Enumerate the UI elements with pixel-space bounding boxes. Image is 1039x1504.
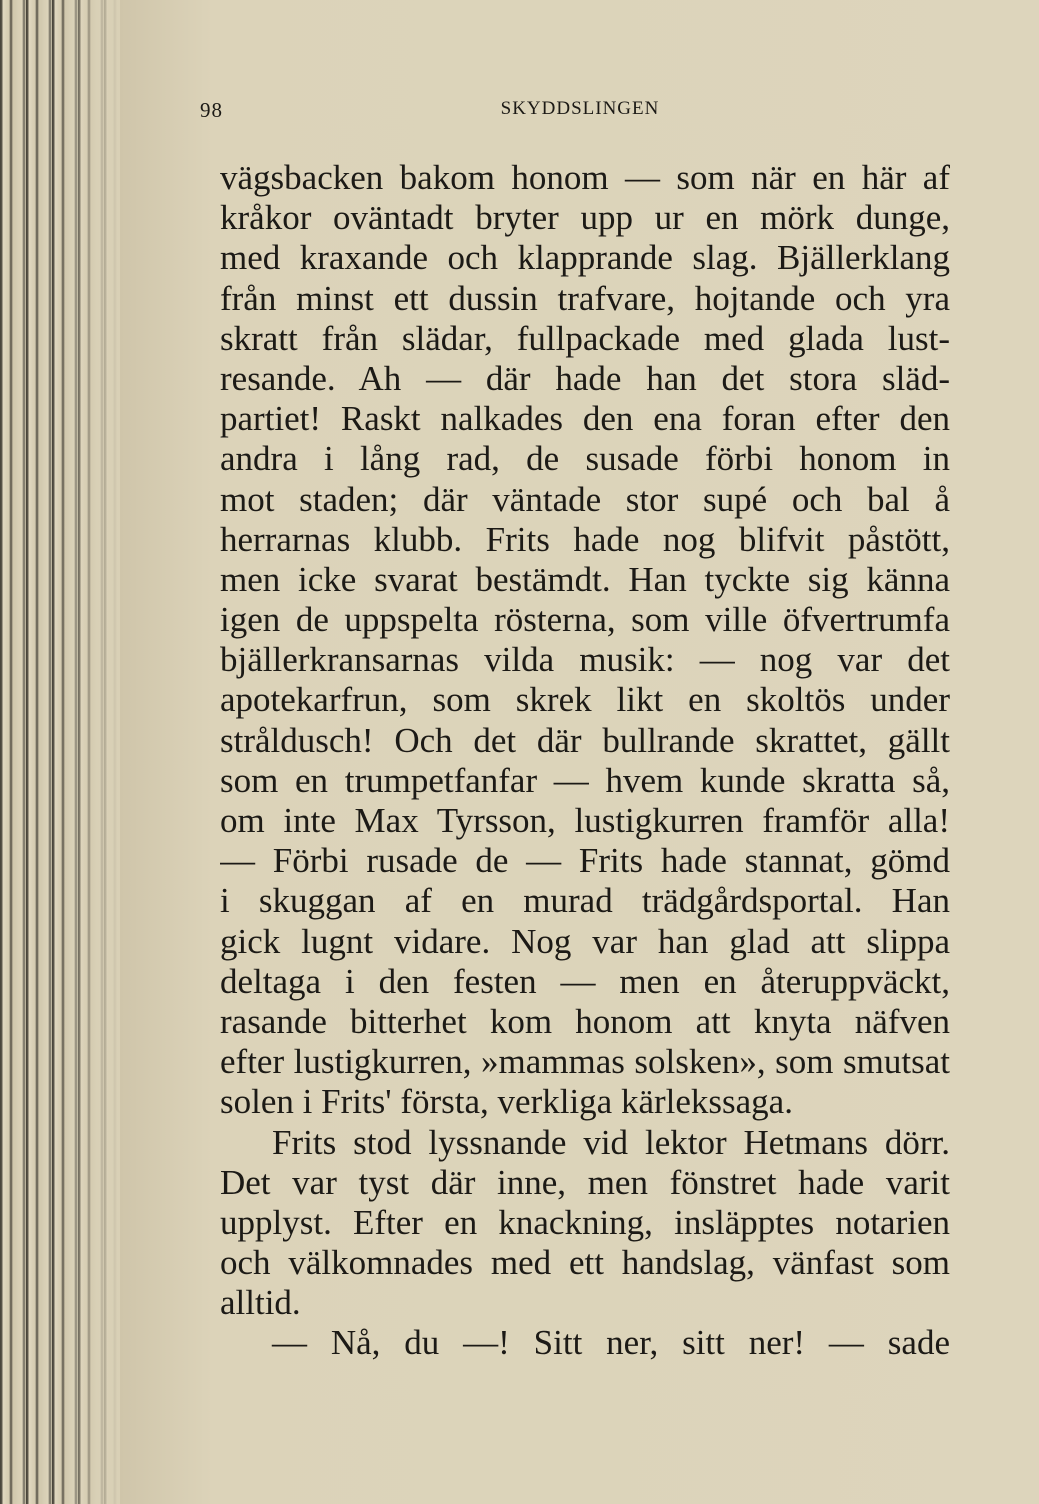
body-text xyxy=(220,158,950,1364)
text-line: från minst ett dussin trafvare, hojtande och yra xyxy=(220,278,950,318)
text-line: kråkor oväntadt bryter upp ur en mörk dunge, xyxy=(220,198,950,238)
text-line: — Nå, du —! Sitt ner, sitt ner! — sade xyxy=(272,1323,950,1363)
page-header xyxy=(200,98,960,132)
text-line: bjällerkransarnas vilda musik: — nog var det xyxy=(220,640,950,680)
text-line: men icke svarat bestämdt. Han tyckte sig känna xyxy=(220,559,950,599)
text-line: efter lustigkurren, »mammas solsken», som smutsat xyxy=(220,1042,950,1082)
text-line: Det var tyst där inne, men fönstret hade varit xyxy=(220,1162,950,1202)
text-line: Frits stod lyssnande vid lektor Hetmans dörr. xyxy=(272,1122,950,1162)
text-line: herrarnas klubb. Frits hade nog blifvit påstött, xyxy=(220,519,950,559)
text-line: solen i Frits' första, verkliga kärlekssaga. xyxy=(220,1082,793,1122)
text-line: rasande bitterhet kom honom att knyta näfven xyxy=(220,1001,950,1041)
text-line: mot staden; där väntade stor supé och bal å xyxy=(220,479,950,519)
text-line: resande. Ah — där hade han det stora släd- xyxy=(220,358,950,398)
text-line: apotekarfrun, som skrek likt en skoltös under xyxy=(220,680,950,720)
text-line: med kraxande och klapprande slag. Bjällerklang xyxy=(220,238,950,278)
text-line: som en trumpetfanfar — hvem kunde skratta så, xyxy=(220,760,950,800)
running-title: SKYDDSLINGEN xyxy=(500,98,660,119)
text-line: gick lugnt vidare. Nog var han glad att slippa xyxy=(220,921,950,961)
text-line: upplyst. Efter en knackning, insläpptes notarien xyxy=(220,1202,950,1242)
text-line: i skuggan af en murad trädgårdsportal. Han xyxy=(220,881,950,921)
text-line: alltid. xyxy=(220,1283,301,1323)
text-line: om inte Max Tyrsson, lustigkurren framför alla! xyxy=(220,801,950,840)
book-page-edges xyxy=(0,0,120,1504)
text-line: deltaga i den festen — men en återuppväckt, xyxy=(220,961,950,1001)
text-line: och välkomnades med ett handslag, vänfast som xyxy=(220,1243,950,1283)
text-line: skratt från slädar, fullpackade med glada lust- xyxy=(220,318,950,358)
text-line: partiet! Raskt nalkades den ena foran efter den xyxy=(220,399,950,439)
text-line: vägsbacken bakom honom — som när en här af xyxy=(220,158,950,197)
text-line: stråldusch! Och det där bullrande skrattet, gällt xyxy=(220,720,950,760)
text-line: igen de uppspelta rösterna, som ville öfvertrumfa xyxy=(220,600,950,640)
page-number: 98 xyxy=(200,98,223,122)
text-line: andra i lång rad, de susade förbi honom in xyxy=(220,439,950,479)
text-line: — Förbi rusade de — Frits hade stannat, gömd xyxy=(220,841,950,881)
